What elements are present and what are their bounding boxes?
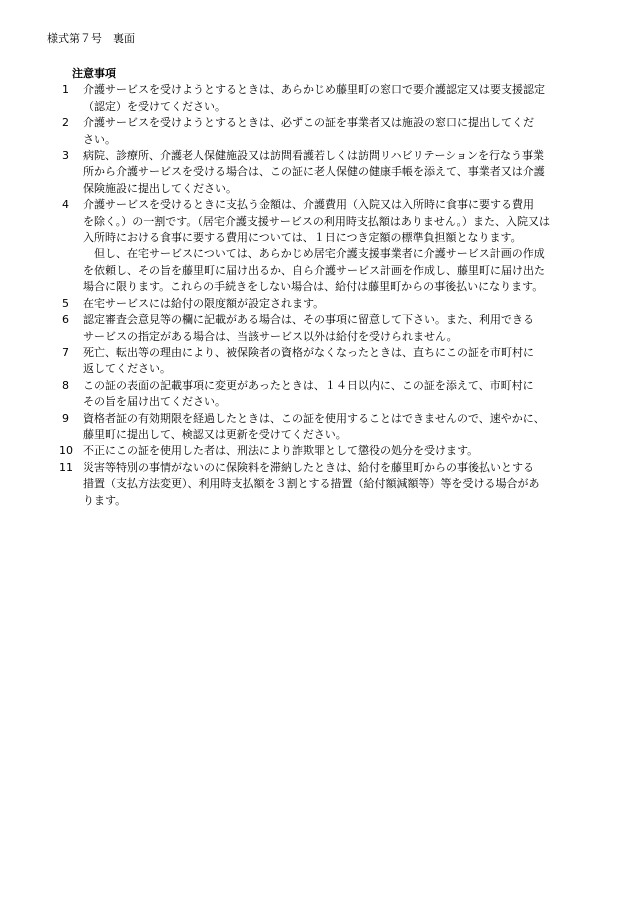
- note-text: [83, 460, 584, 509]
- note-line: 災害等特別の事情がないのに保険料を滞納したときは、給付を藤里町からの事後払いとする: [83, 460, 534, 474]
- note-number: 3: [62, 149, 69, 163]
- notes-section: [59, 66, 584, 509]
- note-line: 資格者証の有効期限を経過したときは、この証を使用することはできませんので、速やかに、: [83, 411, 545, 425]
- note-line: 死亡、転出等の理由により、被保険者の資格がなくなったときは、直ちにこの証を市町村に: [83, 345, 534, 359]
- note-text: [83, 148, 584, 197]
- note-item-3: [59, 148, 584, 197]
- note-text: [83, 115, 584, 148]
- note-line: サービスの指定がある場合は、当該サービス以外は給付を受けられません。: [83, 329, 458, 343]
- notes-heading: 注意事項: [72, 67, 116, 80]
- note-line: 場合に限ります。これらの手続きをしない場合は、給付は藤里町からの事後払いになります。: [83, 280, 544, 294]
- note-item-6: [59, 312, 584, 345]
- note-line: その旨を届け出てください。: [83, 395, 226, 409]
- note-line: 病院、診療所、介護老人保健施設又は訪問看護若しくは訪問リハビリテーションを行なう事業: [83, 149, 545, 163]
- note-item-1: [59, 82, 584, 115]
- note-text: [83, 411, 584, 444]
- note-text: [83, 443, 584, 459]
- note-number: 8: [62, 378, 69, 392]
- note-line: さい。: [83, 132, 116, 146]
- note-item-8: [59, 378, 584, 411]
- note-line: 保険施設に提出してください。: [83, 181, 237, 195]
- note-line: 措置（支払方法変更）、利用時支払額を３割とする措置（給付額減額等）等を受ける場合があ: [83, 477, 540, 491]
- note-line: ります。: [83, 493, 127, 507]
- note-number: 6: [62, 313, 69, 327]
- note-line: 認定審査会意見等の欄に記載がある場合は、その事項に留意して下さい。また、利用できる: [83, 313, 534, 327]
- note-number: 2: [62, 116, 69, 130]
- note-text: [83, 312, 584, 345]
- form-label: 様式第７号 裏面: [47, 32, 135, 45]
- note-line: 藤里町に提出して、検認又は更新を受けてください。: [83, 427, 347, 441]
- note-line: 入所時における食事に要する費用については、１日につき定額の標準負担額となります。: [83, 231, 522, 245]
- note-line: 所から介護サービスを受ける場合は、この証に老人保健の健康手帳を添えて、事業者又は介護: [83, 165, 545, 179]
- note-line: 介護サービスを受けるときに支払う金額は、介護費用（入院又は入所時に食事に要する費用: [83, 198, 534, 212]
- note-item-9: [59, 411, 584, 444]
- note-number: 11: [59, 460, 73, 474]
- note-item-11: [59, 460, 584, 509]
- note-line: を依頼し、その旨を藤里町に届け出るか、自ら介護サービス計画を作成し、藤里町に届け出た: [83, 263, 545, 277]
- note-item-10: [59, 443, 584, 459]
- note-text: [83, 345, 584, 378]
- note-number: 1: [62, 83, 69, 97]
- note-line: この証の表面の記載事項に変更があったときは、１４日以内に、この証を添えて、市町村に: [83, 378, 534, 392]
- note-line: 在宅サービスには給付の限度額が設定されます。: [83, 296, 325, 310]
- note-line: 但し、在宅サービスについては、あらかじめ居宅介護支援事業者に介護サービス計画の作成: [94, 247, 545, 261]
- note-line: 介護サービスを受けようとするときは、必ずこの証を事業者又は施設の窓口に提出してくだ: [83, 116, 534, 130]
- note-text: [83, 296, 584, 312]
- note-text: [83, 82, 584, 115]
- note-text: [83, 197, 584, 295]
- note-line: 返してください。: [83, 362, 171, 376]
- note-line: （認定）を受けてください。: [83, 99, 226, 113]
- note-number: 9: [62, 411, 69, 425]
- note-item-2: [59, 115, 584, 148]
- note-line: 不正にこの証を使用した者は、刑法により詐欺罪として懲役の処分を受けます。: [83, 444, 479, 458]
- note-number: 4: [62, 198, 69, 212]
- note-number: 10: [59, 444, 73, 458]
- note-line: を除く。）の一割です。（居宅介護支援サービスの利用時支払額はありません。）また、入院又は: [83, 214, 551, 228]
- note-item-5: [59, 296, 584, 312]
- note-number: 7: [62, 345, 69, 359]
- note-line: 介護サービスを受けようとするときは、あらかじめ藤里町の窓口で要介護認定又は要支援認定: [83, 83, 545, 97]
- note-number: 5: [62, 296, 69, 310]
- note-item-7: [59, 345, 584, 378]
- note-text: [83, 378, 584, 411]
- note-item-4: [59, 197, 584, 295]
